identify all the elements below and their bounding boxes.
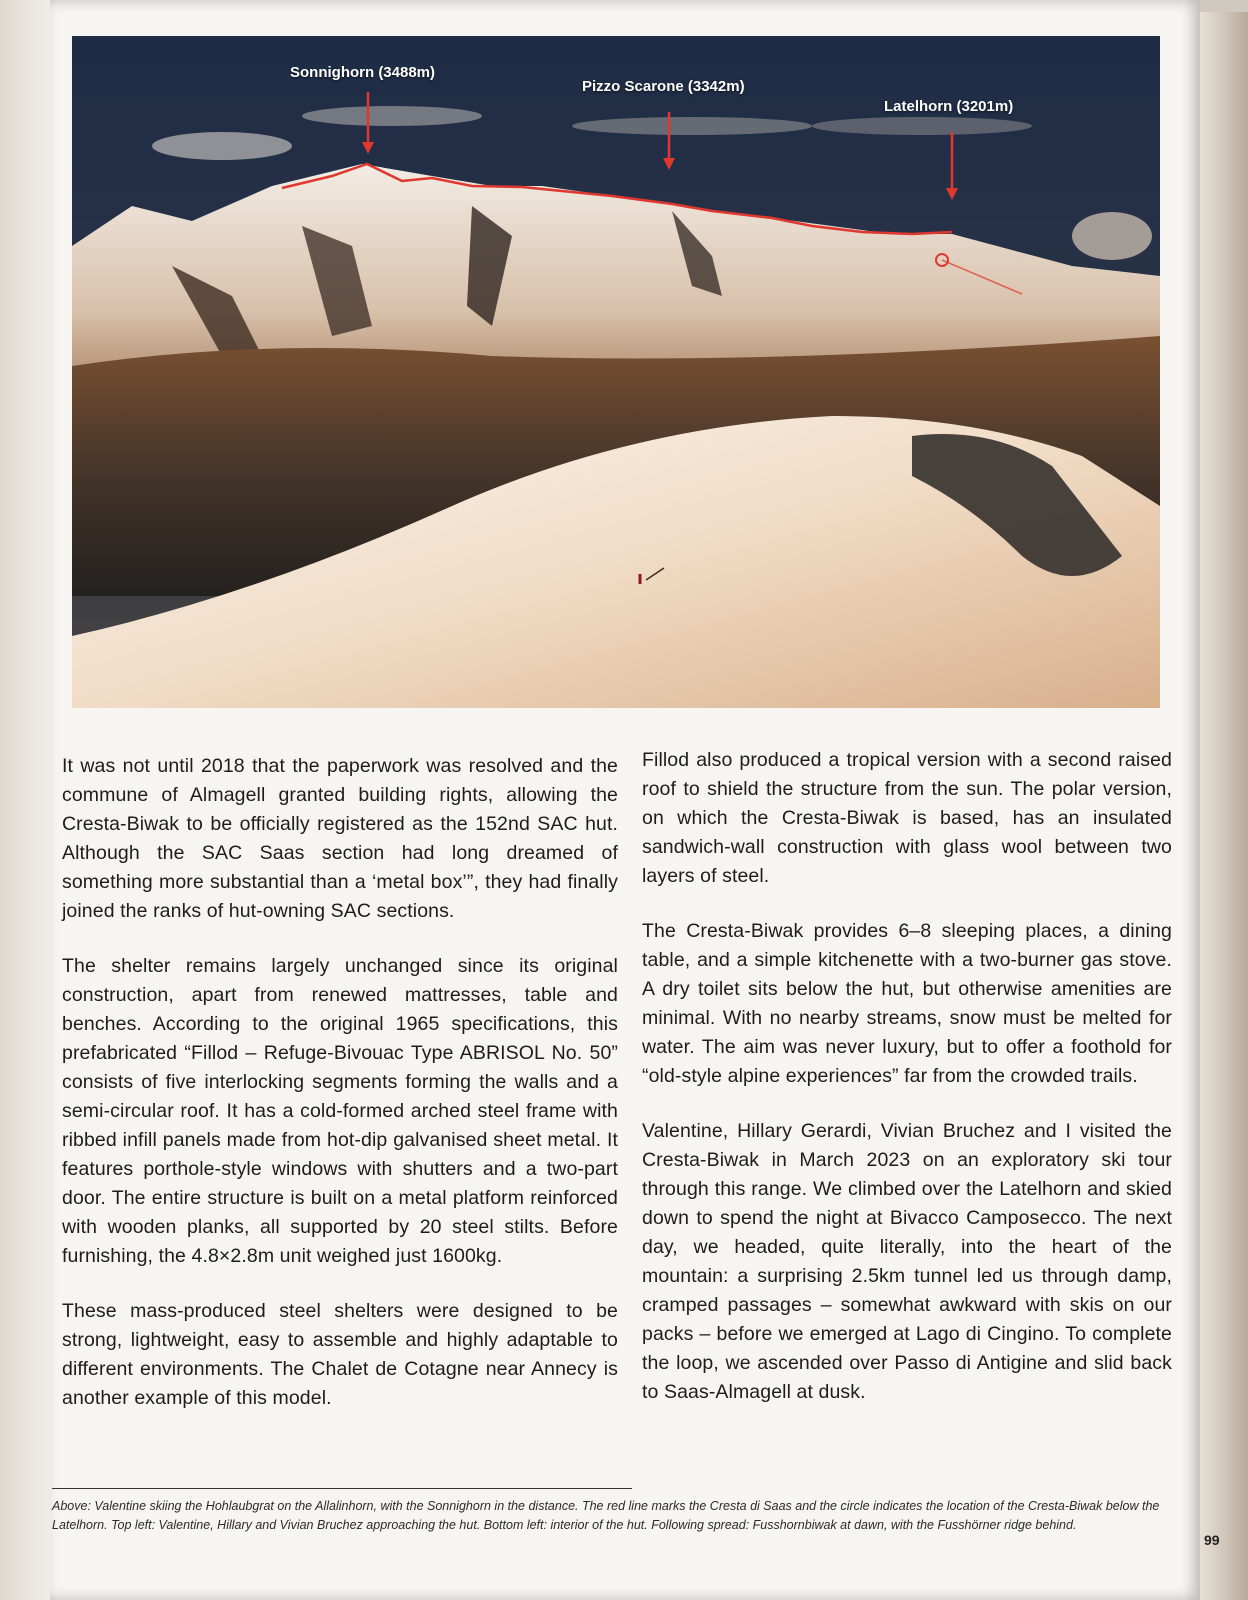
- page-edge: [1196, 12, 1248, 1600]
- label-sonnighorn: Sonnighorn (3488m): [290, 64, 436, 81]
- paragraph-right-3: Valentine, Hillary Gerardi, Vivian Bruchez and I visited the Cresta-Biwak in March 2023 on an exploratory ski tour through this range. We climbed over the Latelhorn and skied down to spend the night at Bivacco Camposecco. The next day, we headed, quite literally, into the heart of the mountain: a surprising 2.5km tunnel led us through damp, cramped passages – somewhat awkward with skis on our packs – before we emerged at Lago di Cingino. To complete the loop, we ascended over Passo di Antigine and slid back to Saas-Almagell at dusk.: [642, 1120, 1172, 1403]
- label-latelhorn: Latelhorn (3201m): [884, 98, 1014, 115]
- article-right-column: [642, 746, 1172, 1433]
- article-left-column: [62, 752, 618, 1439]
- label-pizzo-scarone: Pizzo Scarone (3342m): [582, 78, 745, 95]
- page-number: 99: [1204, 1532, 1220, 1548]
- mountain-photo: [72, 36, 1160, 708]
- paragraph-right-2: The Cresta-Biwak provides 6–8 sleeping places, a dining table, and a simple kitchenette with a two-burner gas stove. A dry toilet sits below the hut, but otherwise amenities are minimal. With no nearby streams, snow must be melted for water. The aim was never luxury, but to offer a foothold for “old-style alpine experiences” far from the crowded trails.: [642, 920, 1172, 1087]
- paragraph-right-1: Fillod also produced a tropical version with a second raised roof to shield the structure from the sun. The polar version, on which the Cresta-Biwak is based, has an insulated sandwich-wall construction with glass wool between two layers of steel.: [642, 749, 1172, 887]
- photo-caption: Above: Valentine skiing the Hohlaubgrat on the Allalinhorn, with the Sonnighorn in the distance. The red line marks the Cresta di Saas and the circle indicates the location of the Cresta-Biwak below the Latelhorn. Top left: Valentine, Hillary and Vivian Bruchez approaching the hut. Bottom left: interior of the hut. Following spread: Fusshornbiwak at dawn, with the Fusshörner ridge behind.: [52, 1499, 1160, 1532]
- paragraph-left-3: These mass-produced steel shelters were designed to be strong, lightweight, easy to assemble and highly adaptable to different environments. The Chalet de Cotagne near Annecy is another example of this model.: [62, 1300, 618, 1409]
- paragraph-left-2: The shelter remains largely unchanged since its original construction, apart from renewed mattresses, table and benches. According to the original 1965 specifications, this prefabricated “Fillod – Refuge-Bivouac Type ABRISOL No. 50” consists of five interlocking segments forming the walls and a semi-circular roof. It has a cold-formed arched steel frame with ribbed infill panels made from hot-dip galvanised sheet metal. It features porthole-style windows with shutters and a two-part door. The entire structure is built on a metal platform reinforced with wooden planks, all supported by 20 steel stilts. Before furnishing, the 4.8×2.8m unit weighed just 1600kg.: [62, 955, 618, 1267]
- paragraph-left-1: It was not until 2018 that the paperwork was resolved and the commune of Almagell granted building rights, allowing the Cresta-Biwak to be officially registered as the 152nd SAC hut. Although the SAC Saas section had long dreamed of something more substantial than a ‘metal box’”, they had finally joined the ranks of hut-owning SAC sections.: [62, 755, 618, 922]
- caption-divider: [52, 1488, 632, 1489]
- mountain-photo-art: [72, 36, 1160, 708]
